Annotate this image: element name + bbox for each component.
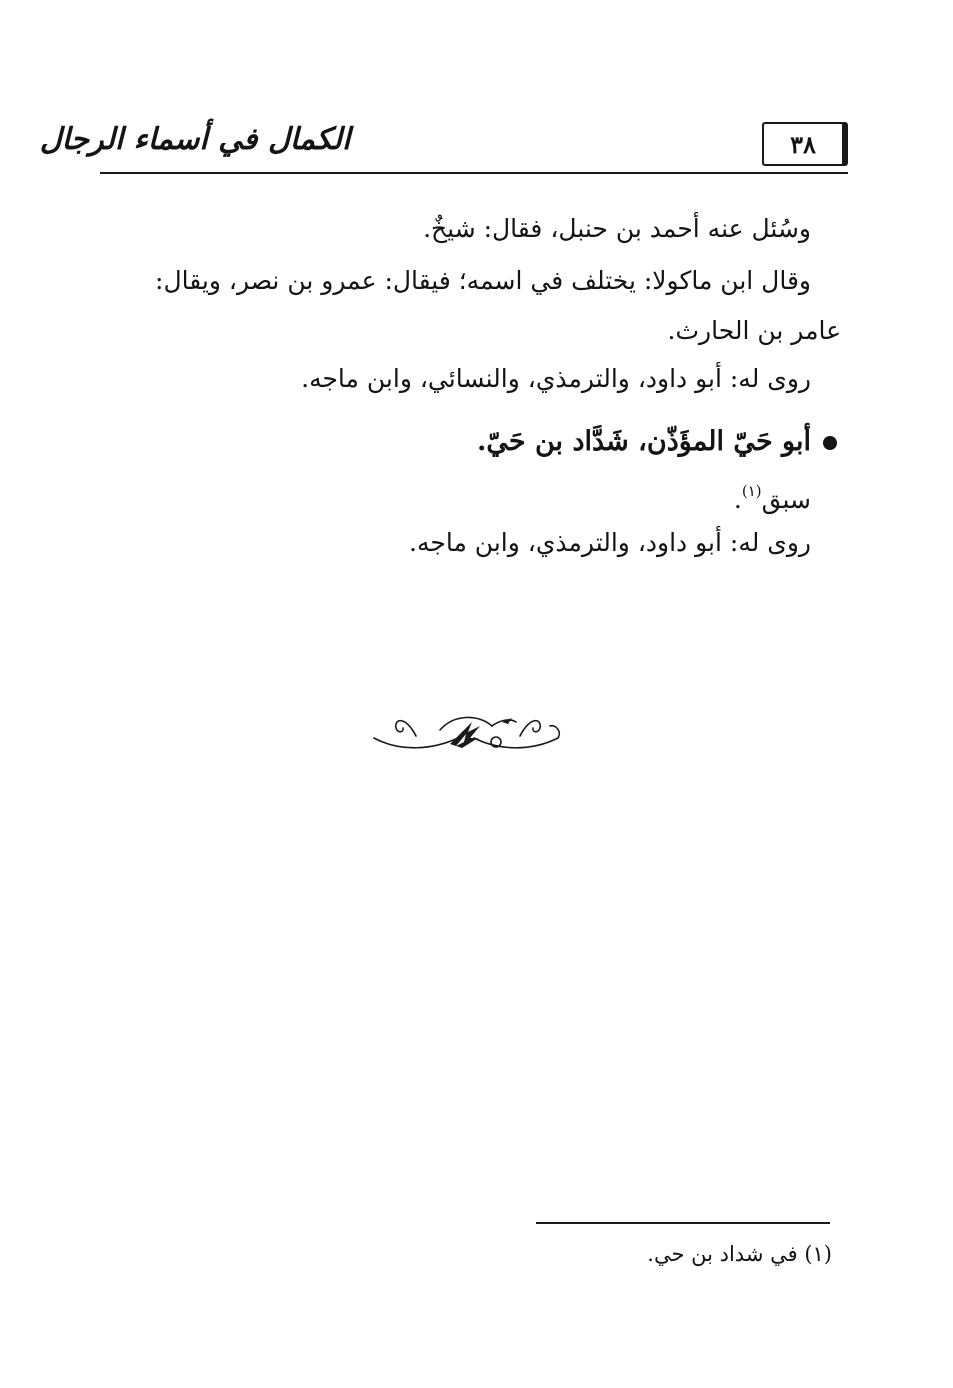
paragraph-line: وقال ابن ماكولا: يختلف في اسمه؛ فيقال: عمرو بن نصر، ويقال: bbox=[155, 266, 811, 295]
ornament-divider-icon bbox=[370, 708, 562, 758]
page-number: ٣٨ bbox=[762, 122, 848, 166]
paragraph-line: روى له: أبو داود، والترمذي، والنسائي، وابن ماجه. bbox=[301, 364, 811, 393]
running-header bbox=[39, 108, 848, 178]
book-title: الكمال في أسماء الرجال bbox=[39, 121, 351, 157]
footnote-rule bbox=[536, 1222, 830, 1224]
header-rule bbox=[100, 172, 848, 174]
reference-period: . bbox=[733, 485, 742, 514]
entry-heading-text: أبو حَيّ المؤَذّن، شَدَّاد بن حَيّ. bbox=[477, 426, 811, 457]
paragraph-line: عامر بن الحارث. bbox=[667, 316, 841, 345]
paragraph-line: روى له: أبو داود، والترمذي، وابن ماجه. bbox=[409, 528, 811, 557]
footnote: (١) في شداد بن حي. bbox=[647, 1242, 832, 1266]
paragraph-line: وسُئل عنه أحمد بن حنبل، فقال: شيخٌ. bbox=[423, 214, 811, 243]
reference-text: سبق bbox=[761, 485, 811, 514]
bullet-icon bbox=[823, 436, 837, 450]
entry-heading bbox=[477, 426, 837, 457]
footnote-reference[interactable]: (١) bbox=[741, 482, 762, 500]
paragraph-line bbox=[734, 484, 811, 512]
